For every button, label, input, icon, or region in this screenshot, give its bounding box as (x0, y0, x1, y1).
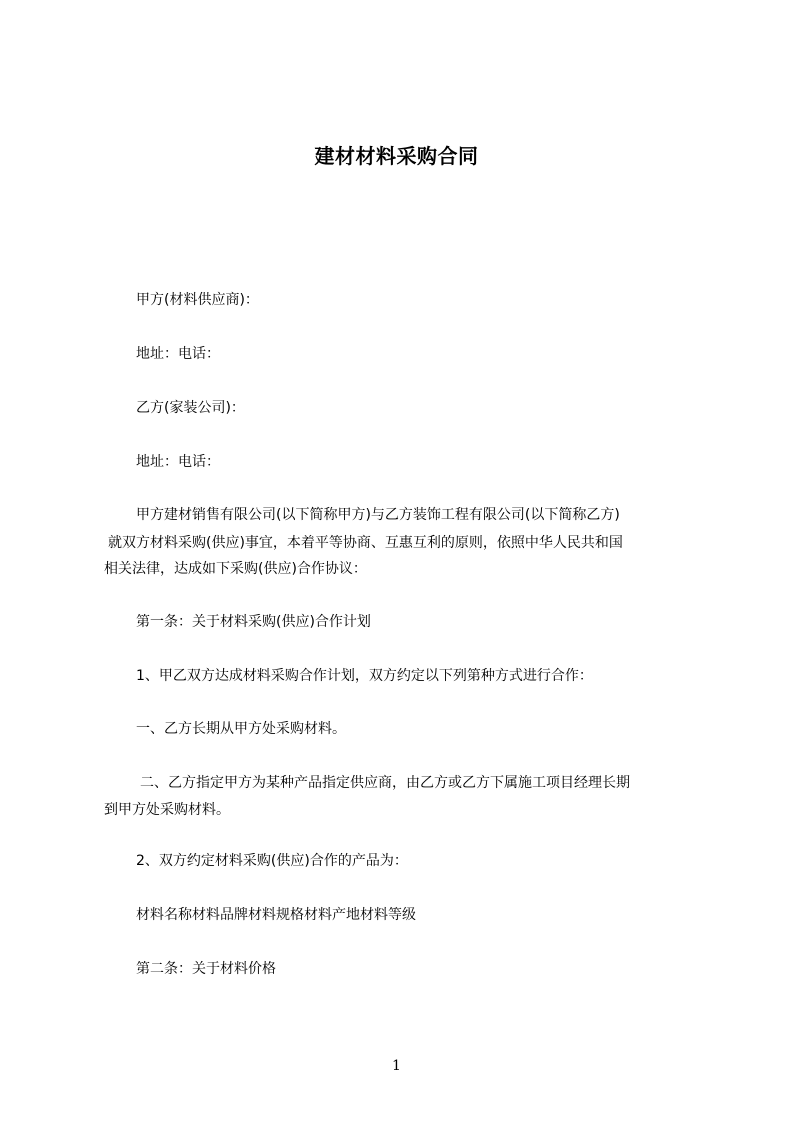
option-2-line-1: 二、乙方指定甲方为某种产品指定供应商，由乙方或乙方下属施工项目经理长期 (140, 775, 630, 791)
party-b-address-line: 地址：电话： (136, 454, 220, 470)
intro-line-2: 就双方材料采购(供应)事宜，本着平等协商、互惠互利的原则，依照中华人民共和国 (108, 535, 623, 551)
intro-line-1: 甲方建材销售有限公司(以下简称甲方)与乙方装饰工程有限公司(以下简称乙方) (136, 507, 620, 523)
document-title: 建材材料采购合同 (314, 144, 479, 168)
article-1-heading: 第一条：关于材料采购(供应)合作计划 (136, 614, 371, 630)
party-b-line: 乙方(家装公司)： (136, 400, 245, 416)
item-2-text: 2、双方约定材料采购(供应)合作的产品为： (136, 853, 408, 869)
option-1-text: 一、乙方长期从甲方处采购材料。 (136, 721, 346, 737)
item-1-text: 1、甲乙双方达成材料采购合作计划，双方约定以下列第种方式进行合作： (136, 668, 593, 684)
product-fields-text: 材料名称材料品牌材料规格材料产地材料等级 (136, 907, 416, 923)
article-2-heading: 第二条：关于材料价格 (136, 961, 276, 977)
party-a-line: 甲方(材料供应商)： (136, 292, 259, 308)
intro-line-3: 相关法律，达成如下采购(供应)合作协议： (104, 561, 367, 577)
page-number: 1 (392, 1058, 401, 1074)
option-2-line-2: 到甲方处采购材料。 (104, 802, 230, 818)
party-a-address-line: 地址：电话： (136, 346, 220, 362)
